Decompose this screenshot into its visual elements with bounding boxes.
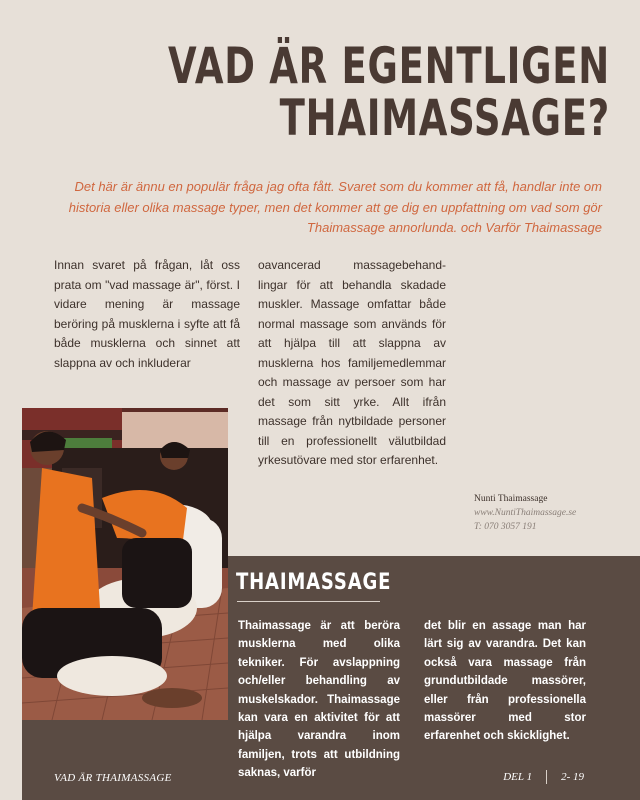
footer-page-numbers: 2- 19 [561, 771, 584, 783]
contact-block [474, 492, 624, 534]
panel-title-underline [237, 601, 380, 602]
footer-section-label: DEL 1 [503, 771, 533, 783]
massage-photo [22, 408, 228, 720]
panel-title: THAIMASSAGE [236, 570, 392, 595]
panel-column-2: det blir en assage man har lärt sig av varandra. Det kan också vara massage från grundutbildade massörer, eller från professionella massörer med stor erfarenhet och skicklighet. [424, 620, 586, 743]
body-column-1: Innan svaret på frågan, låt oss prata om "vad massage är", först. I vidare mening är massage beröring på musklerna i syfte att få både musklerna och sinnet att slappna av och inkluderar [54, 258, 240, 370]
footer-page-info [503, 770, 584, 784]
footer-divider [546, 770, 547, 784]
title-line-2: THAIMASSAGE? [279, 89, 610, 147]
lead-paragraph: Det här är ännu en populär fråga jag ofta fått. Svaret som du kommer att få, handlar inte om historia eller olika massage typer, men det kommer att ge dig en uppfattning om vad som gör Thaimassage annorlunda. och Varför Thaimassage [68, 179, 602, 235]
title-line-1: VAD ÄR EGENTLIGEN [167, 37, 611, 95]
info-panel-strip [22, 720, 228, 800]
contact-phone: T: 070 3057 191 [474, 522, 537, 532]
page-title [166, 37, 611, 147]
contact-website: www.NuntiThaimassage.se [474, 508, 577, 518]
body-column-2: oavancerad massagebehand-lingar för att behandla skadade muskler. Massage omfattar både normal massage som används för att hjälpa till att slappna av musklerna hos familjemedlemmar och massage av persoer som har det som sitt yrke. Allt ifrån massage från nytbildade personer till en professionellt välutbildad yrkesutövare med stor erfarenhet. [258, 258, 446, 467]
footer-section-title: VAD ÄR THAIMASSAGE [54, 772, 172, 784]
massage-photo-illustration [22, 408, 228, 720]
contact-name: Nunti Thaimassage [474, 494, 548, 504]
panel-column-1: Thaimassage är att beröra musklerna med olika tekniker. För avslappning och/eller behandling av muskelskador. Thaimassage kan vara en aktivitet för att hjälpa varandra inom familjen, trots att utbildning saknas, varför [238, 620, 400, 780]
